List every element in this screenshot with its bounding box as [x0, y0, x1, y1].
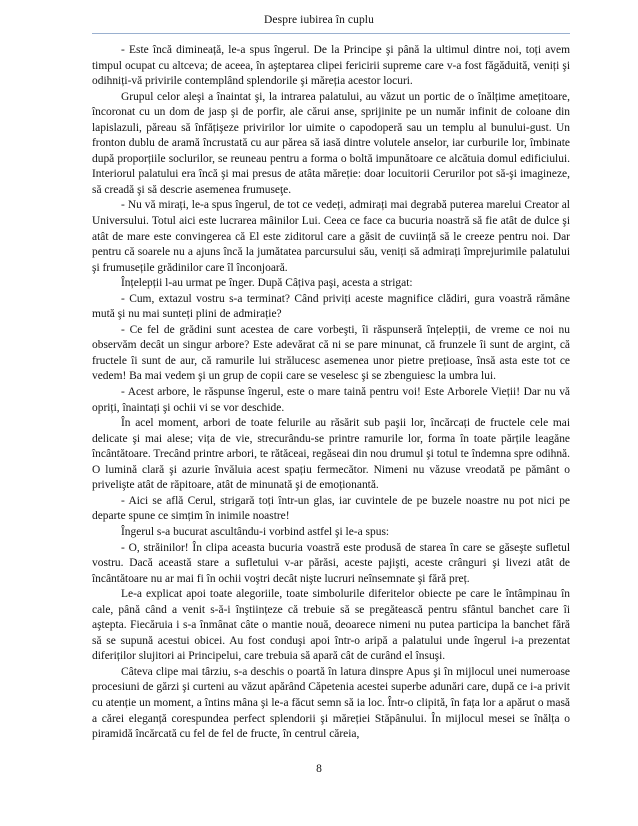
running-header: Despre iubirea în cuplu	[264, 14, 374, 26]
header-rule	[92, 33, 570, 34]
body-text	[92, 43, 570, 743]
paragraph: În acel moment, arbori de toate felurile au răsărit sub paşii lor, încărcați de fructele cele mai delicate şi mai alese; vița de vie, strecurându-se printre ramurile lor, forma în toate părțile leagăne încântătoare. Trecând printre arbori, te rătăceai, regăseai din nou drumul şi totul te îndemna spre odihnă. O lumină clară şi azurie învăluia acest spațiu fermecător. Nimeni nu văzuse vreodată pe pământ o privelişte atât de răpitoare, atât de minunată şi de emoționantă.	[92, 417, 570, 492]
paragraph: Îngerul s-a bucurat ascultându-i vorbind astfel şi le-a spus:	[121, 525, 390, 538]
paragraph: - Nu vă mirați, le-a spus îngerul, de tot ce vedeți, admirați mai degrabă puterea marelui Creator al Universului. Totul aici este lucrarea mâinilor Lui. Ceea ce face ca bucuria noastră să fie atât de dulce şi atât de mare este convingerea că El este ziditorul care a găsit de cuviință să le creeze pentru noi. Dar pentru că soarele nu a ajuns încă la jumătatea parcursului său, veniți să admirați împrejurimile palatului şi frumusețile grădinilor care îl înconjoară.	[92, 199, 570, 274]
paragraph: Grupul celor aleşi a înaintat şi, la intrarea palatului, au văzut un portic de o înălțime amețitoare, încoronat cu un dom de jasp şi de porfir, ale cărui anse, sprijinite pe un număr infinit de coloane din lapislazuli, păreau să înfățişeze privirilor lor uimite o capodoperă sau un templu al bunului-gust. Un fronton dublu de aramă încrustată cu aur părea să iasă dintre volutele anselor, iar curburile lor, îmbinate după proporțiile soclurilor, se reuneau pentru a forma o boltă impunătoare ce alcătuia domul edificiului. Interiorul palatului era încă şi mai presus de atâta măreție: doar locuitorii Cerurilor pot să-şi imagineze, să creadă şi să descrie asemenea frumuseţe.	[92, 90, 570, 196]
paragraph: - Acest arbore, le răspunse îngerul, este o mare taină pentru voi! Este Arborele Vieții! Dar nu vă opriți, înaintați şi ochii vi se vor deschide.	[92, 386, 570, 414]
paragraph: - Aici se află Cerul, strigară toți într-un glas, iar cuvintele de pe buzele noastre nu pot nici pe departe spune ce simțim în inimile noastre!	[92, 494, 570, 523]
paragraph: - Este încă dimineață, le-a spus îngerul. De la Principe şi până la ultimul dintre noi, toți avem timpul ocupat cu altceva; de aceea, în aşteptarea clipei fericirii supreme care v-a fost făgăduită, veniți şi odihniți-vă privirile contemplând splendorile şi măreția acestor locuri.	[92, 44, 570, 88]
paragraph: - Ce fel de grădini sunt acestea de care vorbeşti, îi răspunseră înțelepții, de vreme ce noi nu observăm decât un singur arbore? Este adevărat că ni se pare minunat, că frunzele îi sunt de argint, că fructele îi sunt de aur, că ramurile lui strălucesc asemenea unor pietre prețioase, însă asta este tot ce vedem! Ba mai vedem şi un grup de copii care se veselesc şi se zbenguiesc la umbra lui.	[92, 323, 570, 383]
paragraph: Câteva clipe mai târziu, s-a deschis o poartă în latura dinspre Apus şi în mijlocul unei numeroase procesiuni de gărzi şi curteni au văzut apărând Căpetenia acestei superbe adunări care, după ce i-a privit cu atenție un moment, a întins mâna şi le-a făcut semn să ia loc. Într-o clipită, în fața lor a apărut o masă a cărei eleganță corespundea perfect splendorii şi măreției Stăpânului. În mijlocul mesei se înălța o piramidă încărcată cu fel de fel de fructe, în centrul căreia,	[92, 665, 570, 741]
paragraph: - Cum, extazul vostru s-a terminat? Când priviți aceste magnifice clădiri, gura voastră rămâne mută şi nu mai sunteți plini de admirație?	[92, 292, 570, 321]
paragraph: Le-a explicat apoi toate alegoriile, toate simbolurile diferitelor obiecte pe care le întâmpinau în cale, până când a venit s-ă-i înştiințeze că trebuie să se pregătească pentru sfântul banchet care îi aştepta. Fiecăruia i s-a înmânat câte o mantie nouă, deoarece nimeni nu putea participa la banchet fără să se supună acestui obicei. Au fost conduşi apoi într-o aripă a palatului unde îngerul i-a prezentat diferiților slujitori ai Principelui, care trebuia să apară cât de curând el însuşi.	[92, 588, 570, 663]
paragraph: - O, străinilor! În clipa aceasta bucuria voastră este produsă de starea în care se găseşte sufletul vostru. Dacă această stare a sufletului v-ar părăsi, aceste pajişti, aceste crânguri şi livezi atât de încântătoare nu ar mai fi în ochii voştri decât nişte lucruri neînsemnate şi fără preț.	[92, 541, 570, 585]
paragraph: Înțelepții l-au urmat pe înger. După Câțiva paşi, acesta a strigat:	[121, 277, 413, 290]
page-number: 8	[316, 763, 322, 775]
